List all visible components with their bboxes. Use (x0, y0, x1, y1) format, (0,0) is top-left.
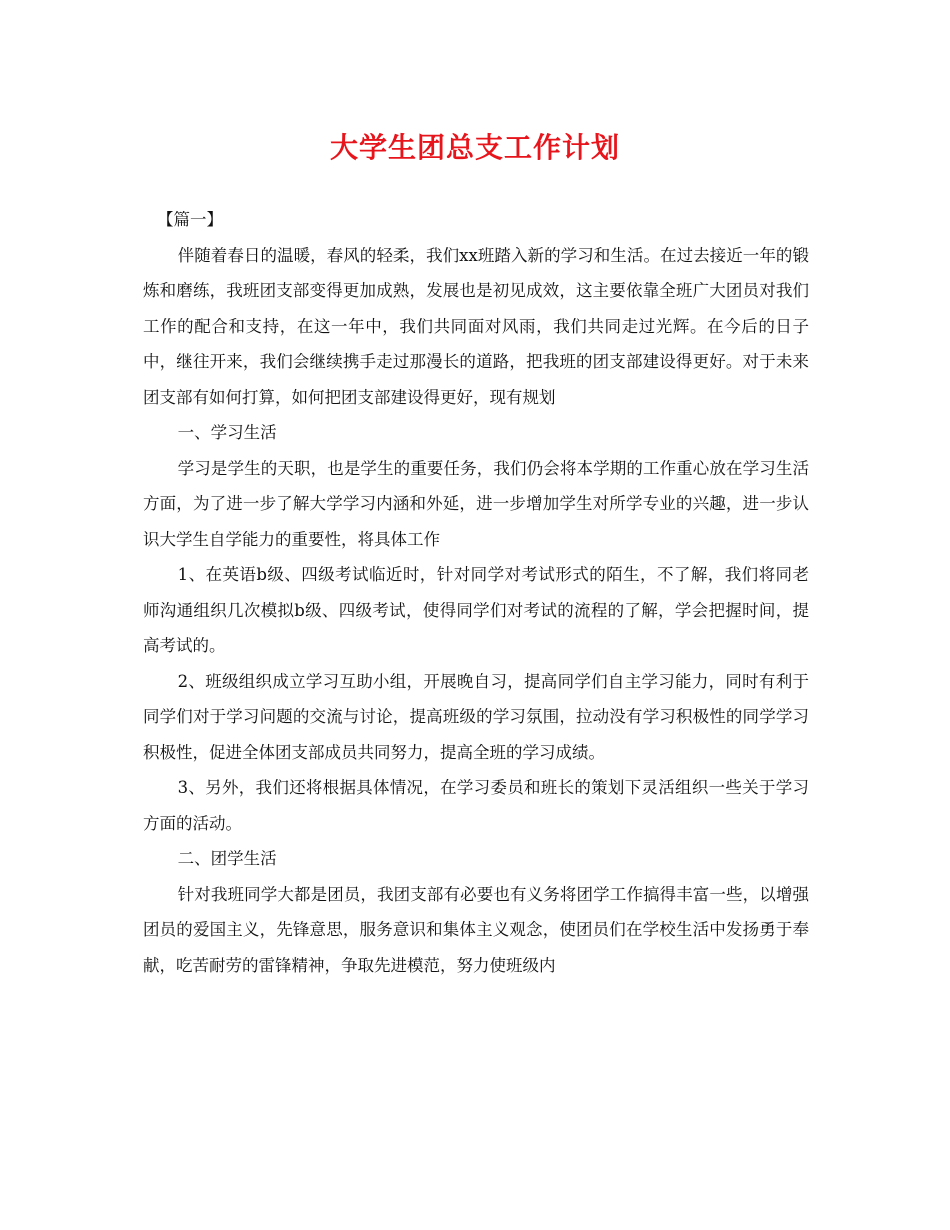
section-label: 【篇一】 (157, 210, 223, 229)
page-title: 大学生团总支工作计划 (329, 131, 620, 164)
paragraph-league-overview: 针对我班同学大都是团员，我团支部有必要也有义务将团学工作搞得丰富一些，以增强团员的爱国主义，先锋意思，服务意识和集体主义观念，使团员们在学校生活中发扬勇于奉献，吃苦耐劳的雷锋精神，争取先进模范，努力使班级内 (143, 884, 809, 975)
document-body (143, 202, 809, 983)
paragraph-item-3: 3、另外，我们还将根据具体情况，在学习委员和班长的策划下灵活组织一些关于学习方面的活动。 (143, 778, 809, 833)
paragraph-item-1: 1、在英语b级、四级考试临近时，针对同学对考试形式的陌生，不了解，我们将同老师沟通组织几次模拟b级、四级考试，使得同学们对考试的流程的了解，学会把握时间，提高考试的。 (143, 565, 809, 655)
paragraph-intro: 伴随着春日的温暖，春风的轻柔，我们xx班踏入新的学习和生活。在过去接近一年的锻炼和磨练，我班团支部变得更加成熟，发展也是初见成效，这主要依靠全班广大团员对我们工作的配合和支持，在这一年中，我们共同面对风雨，我们共同走过光辉。在今后的日子中，继往开来，我们会继续携手走过那漫长的道路，把我班的团支部建设得更好。对于未来团支部有如何打算，如何把团支部建设得更好，现有规划 (143, 245, 809, 407)
paragraph-heading-study: 一、学习生活 (177, 423, 277, 442)
paragraph-heading-league: 二、团学生活 (177, 849, 277, 868)
paragraph-item-2: 2、班级组织成立学习互助小组，开展晚自习，提高同学们自主学习能力，同时有利于同学们对于学习问题的交流与讨论，提高班级的学习氛围，拉动没有学习积极性的同学学习积极性，促进全体团支部成员共同努力，提高全班的学习成绩。 (143, 671, 809, 762)
paragraph-study-overview: 学习是学生的天职，也是学生的重要任务，我们仍会将本学期的工作重心放在学习生活方面，为了进一步了解大学学习内涵和外延，进一步增加学生对所学专业的兴趣，进一步认识大学生自学能力的重要性，将具体工作 (143, 458, 809, 549)
